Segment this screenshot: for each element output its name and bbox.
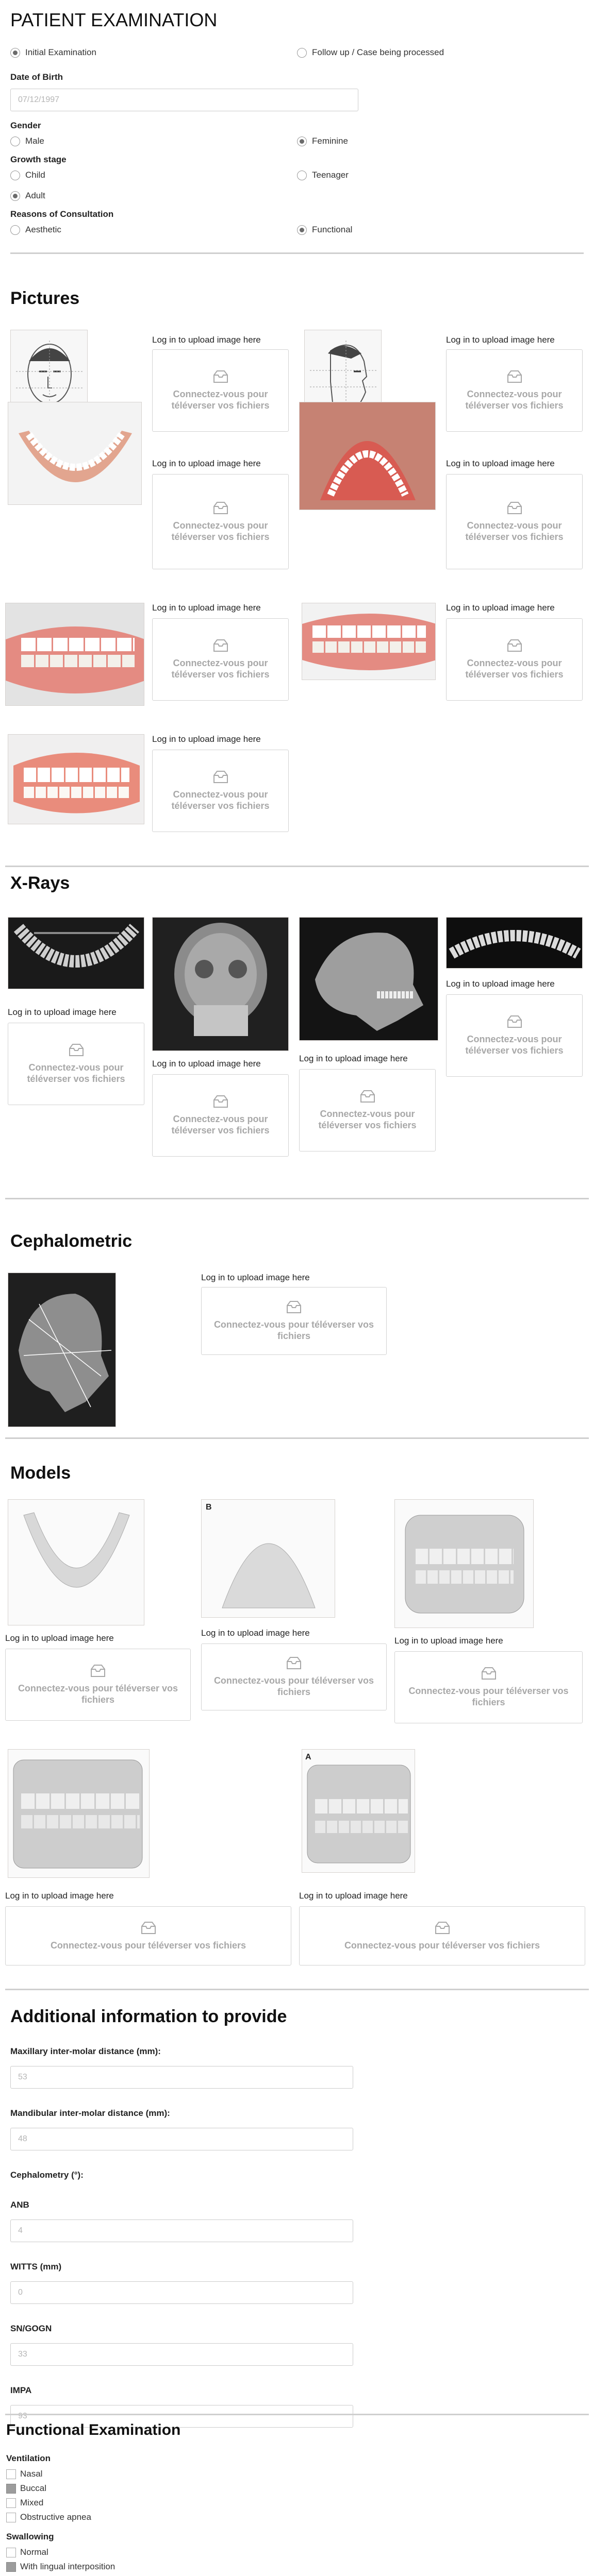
xrays-title: X-Rays xyxy=(10,873,70,893)
exam-type-initial[interactable] xyxy=(10,42,297,63)
upload-label: Log in to upload image here xyxy=(152,459,261,468)
upload-label: Log in to upload image here xyxy=(394,1636,503,1646)
dob-label: Date of Birth xyxy=(10,72,63,82)
upload-dropzone[interactable] xyxy=(8,1023,144,1105)
radio-label: Aesthetic xyxy=(25,225,61,234)
upload-dropzone[interactable] xyxy=(152,474,289,569)
page-title: PATIENT EXAMINATION xyxy=(10,9,218,30)
additional-section xyxy=(10,2007,572,2428)
cephalometry-label: Cephalometry (°): xyxy=(10,2170,84,2180)
upload-label: Log in to upload image here xyxy=(152,335,261,345)
upload-label: Log in to upload image here xyxy=(299,1054,408,1063)
ceph-title: Cephalometric xyxy=(10,1231,133,1251)
exam-type-followup[interactable] xyxy=(297,42,584,63)
xray-lateral-skull xyxy=(299,917,438,1041)
divider xyxy=(10,252,584,254)
exam-type-group xyxy=(5,31,589,63)
upload-text: Connectez-vous pour téléverser vos fichiers xyxy=(465,658,564,680)
upload-label: Log in to upload image here xyxy=(152,1059,261,1069)
checkbox-option[interactable] xyxy=(6,2481,573,2496)
checkbox-option[interactable] xyxy=(6,2467,573,2481)
radio-button[interactable] xyxy=(10,137,20,146)
impa-input[interactable]: 93 xyxy=(10,2405,353,2428)
gender-feminine[interactable] xyxy=(297,131,584,151)
radio-label: Teenager xyxy=(312,170,349,180)
dob-group xyxy=(5,63,589,111)
upload-label: Log in to upload image here xyxy=(446,335,555,345)
cephalometric-image xyxy=(8,1273,116,1427)
cloud-upload-icon xyxy=(212,639,229,652)
upload-dropzone[interactable] xyxy=(152,750,289,832)
radio-label: Child xyxy=(25,170,45,180)
checkbox-label: Nasal xyxy=(20,2469,43,2479)
upload-dropzone[interactable] xyxy=(446,618,583,701)
reasons-group xyxy=(5,206,589,240)
cloud-upload-icon xyxy=(212,770,229,784)
upload-label: Log in to upload image here xyxy=(446,603,555,613)
witts-label: WITTS (mm) xyxy=(10,2262,62,2272)
radio-button[interactable] xyxy=(297,225,307,235)
checkbox-option[interactable] xyxy=(6,2545,573,2560)
pictures-title: Pictures xyxy=(10,289,80,308)
upload-text: Connectez-vous pour téléverser vos fichiers xyxy=(171,658,270,680)
radio-button[interactable] xyxy=(297,48,307,58)
additional-title: Additional information to provide xyxy=(10,2007,287,2026)
reasons-label: Reasons of Consultation xyxy=(10,209,114,219)
growth-teenager[interactable] xyxy=(297,165,584,185)
checkbox-label: Normal xyxy=(20,2547,48,2557)
upload-label: Log in to upload image here xyxy=(446,459,555,468)
functional-title: Functional Examination xyxy=(6,2421,181,2438)
xray-frontal-skull xyxy=(152,917,289,1051)
divider xyxy=(5,1437,589,1439)
divider xyxy=(5,2414,589,2415)
cloud-upload-icon xyxy=(68,1043,85,1057)
divider xyxy=(5,1198,589,1199)
upload-label: Log in to upload image here xyxy=(446,979,555,989)
upload-text: Connectez-vous pour téléverser vos fichiers xyxy=(465,520,564,542)
checkbox[interactable] xyxy=(6,2498,16,2508)
models-title: Models xyxy=(10,1463,71,1483)
model-right-occlusion xyxy=(8,1749,150,1878)
upload-label: Log in to upload image here xyxy=(201,1628,310,1638)
xray-panoramic xyxy=(8,917,144,989)
checkbox-option[interactable] xyxy=(6,2510,573,2524)
sngogn-input[interactable]: 33 xyxy=(10,2343,353,2366)
upload-dropzone[interactable] xyxy=(201,1643,387,1710)
cloud-upload-icon xyxy=(212,1095,229,1108)
growth-adult[interactable] xyxy=(10,185,584,206)
functional-group-label: Ventilation xyxy=(6,2453,51,2463)
radio-label: Adult xyxy=(25,191,45,200)
cloud-upload-icon xyxy=(285,1656,303,1670)
gender-male[interactable] xyxy=(10,131,297,151)
radio-button[interactable] xyxy=(10,171,20,180)
upload-dropzone[interactable] xyxy=(446,994,583,1077)
upload-text: Connectez-vous pour téléverser vos fichiers xyxy=(171,520,270,542)
checkbox[interactable] xyxy=(6,2548,16,2557)
cloud-upload-icon xyxy=(434,1921,451,1935)
checkbox-option[interactable] xyxy=(6,2496,573,2510)
upload-text: Connectez-vous pour téléverser vos fichiers xyxy=(318,1109,417,1130)
mandibular-input[interactable]: 48 xyxy=(10,2128,353,2150)
sngogn-label: SN/GOGN xyxy=(10,2324,52,2333)
upload-text: Connectez-vous pour téléverser vos fichiers xyxy=(50,1940,246,1951)
checkbox[interactable] xyxy=(6,2562,16,2572)
functional-section xyxy=(6,2421,573,2576)
mandibular-label: Mandibular inter-molar distance (mm): xyxy=(10,2108,170,2118)
radio-button[interactable] xyxy=(10,48,20,58)
upload-dropzone[interactable] xyxy=(152,618,289,701)
model-badge: A xyxy=(305,1753,311,1761)
photo-upper-arch xyxy=(8,402,142,505)
radio-label: Feminine xyxy=(312,136,348,146)
upload-dropzone[interactable] xyxy=(446,349,583,432)
checkbox-label: With lingual interposition xyxy=(20,2562,116,2571)
upload-text: Connectez-vous pour téléverser vos fichiers xyxy=(465,389,564,411)
upload-dropzone[interactable] xyxy=(152,349,289,432)
upload-text: Connectez-vous pour téléverser vos fichiers xyxy=(171,789,270,811)
photo-left-occlusion xyxy=(302,603,436,680)
upload-dropzone[interactable] xyxy=(299,1906,585,1965)
growth-child[interactable] xyxy=(10,165,297,185)
upload-text: Connectez-vous pour téléverser vos fichiers xyxy=(27,1062,125,1084)
checkbox[interactable] xyxy=(6,2513,16,2522)
cloud-upload-icon xyxy=(506,639,523,652)
upload-text: Connectez-vous pour téléverser vos fichiers xyxy=(408,1686,569,1707)
maxillary-input[interactable]: 53 xyxy=(10,2066,353,2089)
model-left-occlusion xyxy=(302,1749,415,1873)
photo-right-occlusion xyxy=(5,603,144,706)
divider xyxy=(5,866,589,867)
reason-functional[interactable] xyxy=(297,219,584,240)
checkbox-option[interactable] xyxy=(6,2560,573,2574)
reason-aesthetic[interactable] xyxy=(10,219,297,240)
cloud-upload-icon xyxy=(506,501,523,515)
anb-label: ANB xyxy=(10,2200,29,2210)
divider xyxy=(5,1989,589,1990)
upload-text: Connectez-vous pour téléverser vos fichiers xyxy=(213,1319,374,1341)
maxillary-label: Maxillary inter-molar distance (mm): xyxy=(10,2046,161,2056)
functional-group-label: Swallowing xyxy=(6,2532,54,2541)
upload-label: Log in to upload image here xyxy=(299,1891,408,1901)
radio-label: Functional xyxy=(312,225,353,234)
upload-dropzone[interactable] xyxy=(201,1287,387,1355)
anb-input[interactable]: 4 xyxy=(10,2219,353,2242)
cloud-upload-icon xyxy=(140,1921,157,1935)
gender-group xyxy=(5,111,589,151)
witts-input[interactable]: 0 xyxy=(10,2281,353,2304)
functional-groups xyxy=(6,2453,573,2576)
radio-button[interactable] xyxy=(297,137,307,146)
model-upper-arch xyxy=(8,1499,144,1625)
upload-dropzone[interactable] xyxy=(5,1649,191,1721)
cloud-upload-icon xyxy=(506,370,523,383)
upload-text: Connectez-vous pour téléverser vos fichiers xyxy=(213,1675,374,1697)
upload-label: Log in to upload image here xyxy=(152,734,261,744)
checkbox-label: Obstructive apnea xyxy=(20,2512,91,2522)
cloud-upload-icon xyxy=(359,1090,376,1103)
cloud-upload-icon xyxy=(212,370,229,383)
radio-label: Male xyxy=(25,136,44,146)
cloud-upload-icon xyxy=(212,501,229,515)
upload-text: Connectez-vous pour téléverser vos fichiers xyxy=(344,1940,540,1951)
photo-front-occlusion xyxy=(8,734,144,824)
radio-button[interactable] xyxy=(297,171,307,180)
checkbox[interactable] xyxy=(6,2484,16,2494)
xray-cbct xyxy=(446,917,583,969)
growth-label: Growth stage xyxy=(10,155,67,164)
upload-dropzone[interactable] xyxy=(394,1651,583,1723)
cloud-upload-icon xyxy=(480,1667,498,1680)
upload-label: Log in to upload image here xyxy=(8,1007,117,1017)
upload-text: Connectez-vous pour téléverser vos fichiers xyxy=(171,389,270,411)
radio-label: Initial Examination xyxy=(25,47,96,57)
radio-button[interactable] xyxy=(10,225,20,235)
model-lower-arch xyxy=(201,1499,335,1618)
upload-dropzone[interactable] xyxy=(152,1074,289,1157)
gender-label: Gender xyxy=(10,121,41,130)
upload-dropzone[interactable] xyxy=(299,1069,436,1151)
upload-text: Connectez-vous pour téléverser vos fichiers xyxy=(171,1114,270,1136)
cloud-upload-icon xyxy=(506,1015,523,1028)
checkbox[interactable] xyxy=(6,2469,16,2479)
upload-dropzone[interactable] xyxy=(5,1906,291,1965)
dob-input[interactable]: 07/12/1997 xyxy=(10,89,358,111)
upload-label: Log in to upload image here xyxy=(152,603,261,613)
upload-label: Log in to upload image here xyxy=(201,1273,310,1282)
cloud-upload-icon xyxy=(89,1664,107,1677)
checkbox-label: Buccal xyxy=(20,2483,47,2493)
upload-text: Connectez-vous pour téléverser vos fichiers xyxy=(465,1034,564,1056)
radio-label: Follow up / Case being processed xyxy=(312,47,444,57)
model-badge: B xyxy=(206,1503,212,1512)
upload-label: Log in to upload image here xyxy=(5,1891,114,1901)
checkbox-label: Mixed xyxy=(20,2498,44,2507)
model-front-occlusion xyxy=(394,1499,534,1628)
upload-text: Connectez-vous pour téléverser vos fichiers xyxy=(18,1683,178,1705)
upload-dropzone[interactable] xyxy=(446,474,583,569)
upload-label: Log in to upload image here xyxy=(5,1633,114,1643)
photo-lower-arch xyxy=(299,402,436,510)
radio-button[interactable] xyxy=(10,191,20,201)
impa-label: IMPA xyxy=(10,2385,32,2395)
cloud-upload-icon xyxy=(285,1300,303,1314)
growth-group xyxy=(5,151,589,206)
